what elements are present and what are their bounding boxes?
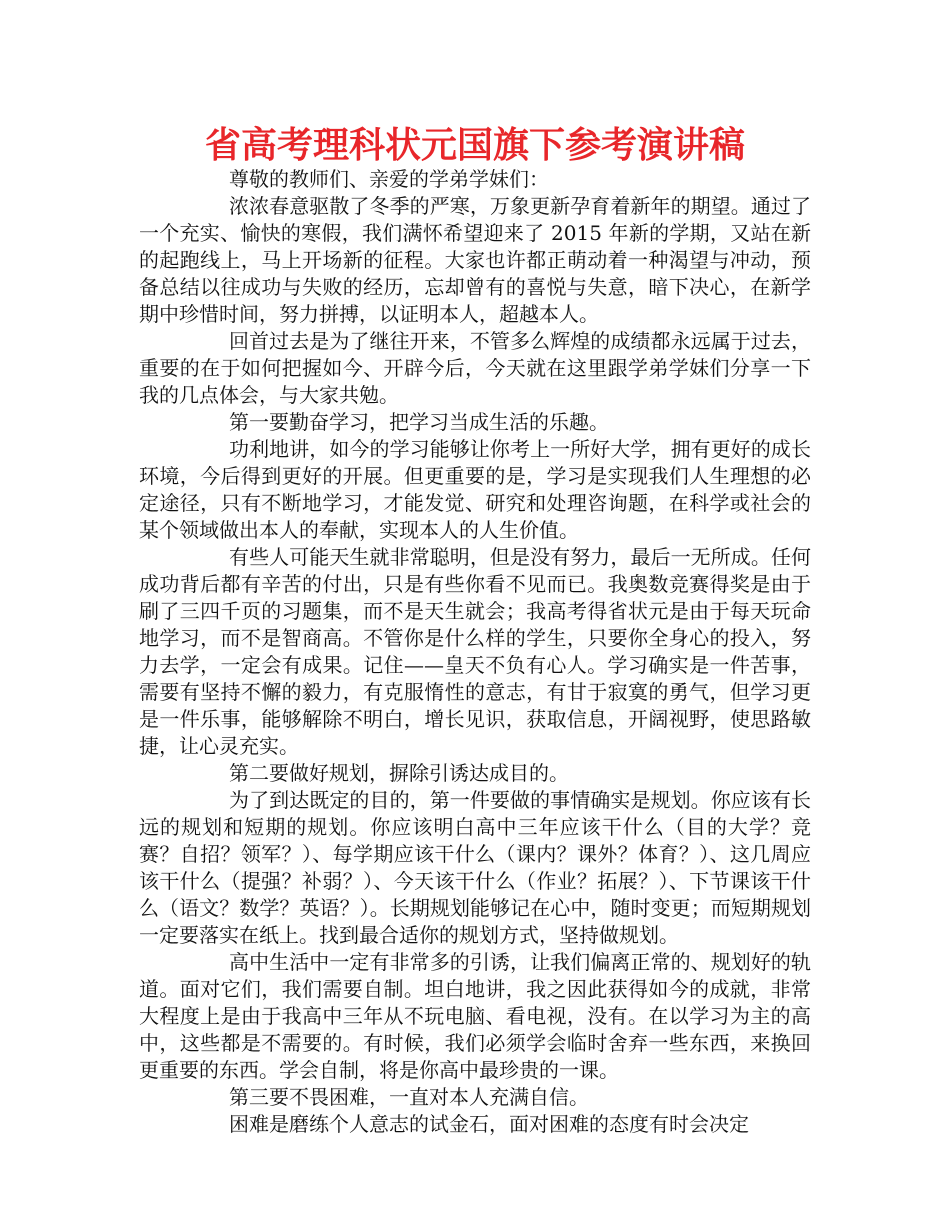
paragraph: 困难是磨练个人意志的试金石，面对困难的态度有时会决定 <box>229 1112 749 1136</box>
paragraph: 功利地讲，如今的学习能够让你考上一所好大学，拥有更好的成长环境，今后得到更好的开展。但更重要的是，学习是实现我们人生理想的必定途径，只有不断地学习，才能发觉、研究和处理咨询题，在科学或社会的某个领域做出本人的奉献，实现本人的人生价值。 <box>139 437 811 542</box>
document-body <box>139 166 811 1138</box>
section-heading-1: 第一要勤奋学习，把学习当成生活的乐趣。 <box>229 410 609 434</box>
paragraph: 浓浓春意驱散了冬季的严寒，万象更新孕育着新年的期望。通过了一个充实、愉快的寒假，我们满怀希望迎来了 2015 年新的学期，又站在新的起跑线上，马上开场新的征程。大家也许都正萌动着一种渴望与冲动，预备总结以往成功与失败的经历，忘却曾有的喜悦与失意，暗下决心，在新学期中珍惜时间，努力拼搏，以证明本人，超越本人。 <box>139 194 811 326</box>
document-title: 省高考理科状元国旗下参考演讲稿 <box>204 125 745 166</box>
section-heading-3: 第三要不畏困难，一直对本人充满自信。 <box>229 1085 589 1109</box>
section-heading-2: 第二要做好规划，摒除引诱达成目的。 <box>229 761 569 785</box>
paragraph-salutation: 尊敬的教师们、亲爱的学弟学妹们： <box>229 167 549 191</box>
paragraph: 回首过去是为了继往开来，不管多么辉煌的成绩都永远属于过去，重要的在于如何把握如今、开辟今后，今天就在这里跟学弟学妹们分享一下我的几点体会，与大家共勉。 <box>139 329 811 407</box>
paragraph: 有些人可能天生就非常聪明，但是没有努力，最后一无所成。任何成功背后都有辛苦的付出，只是有些你看不见而已。我奥数竞赛得奖是由于刷了三四千页的习题集，而不是天生就会；我高考得省状元是由于每天玩命地学习，而不是智商高。不管你是什么样的学生，只要你全身心的投入，努力去学，一定会有成果。记住——皇天不负有心人。学习确实是一件苦事，需要有坚持不懈的毅力，有克服惰性的意志，有甘于寂寞的勇气，但学习更是一件乐事，能够解除不明白，增长见识，获取信息，开阔视野，使思路敏捷，让心灵充实。 <box>139 545 811 758</box>
paragraph: 高中生活中一定有非常多的引诱，让我们偏离正常的、规划好的轨道。面对它们，我们需要自制。坦白地讲，我之因此获得如今的成就，非常大程度上是由于我高中三年从不玩电脑、看电视，没有。在以学习为主的高中，这些都是不需要的。有时候，我们必须学会临时舍弃一些东西，来换回更重要的东西。学会自制，将是你高中最珍贵的一课。 <box>139 950 811 1082</box>
paragraph: 为了到达既定的目的，第一件要做的事情确实是规划。你应该有长远的规划和短期的规划。你应该明白高中三年应该干什么（目的大学？竞赛？自招？领军？）、每学期应该干什么（课内？课外？体育？）、这几周应该干什么（提强？补弱？）、今天该干什么（作业？拓展？）、下节课该干什么（语文？数学？英语？）。长期规划能够记在心中，随时变更；而短期规划一定要落实在纸上。找到最合适你的规划方式，坚持做规划。 <box>139 788 811 947</box>
